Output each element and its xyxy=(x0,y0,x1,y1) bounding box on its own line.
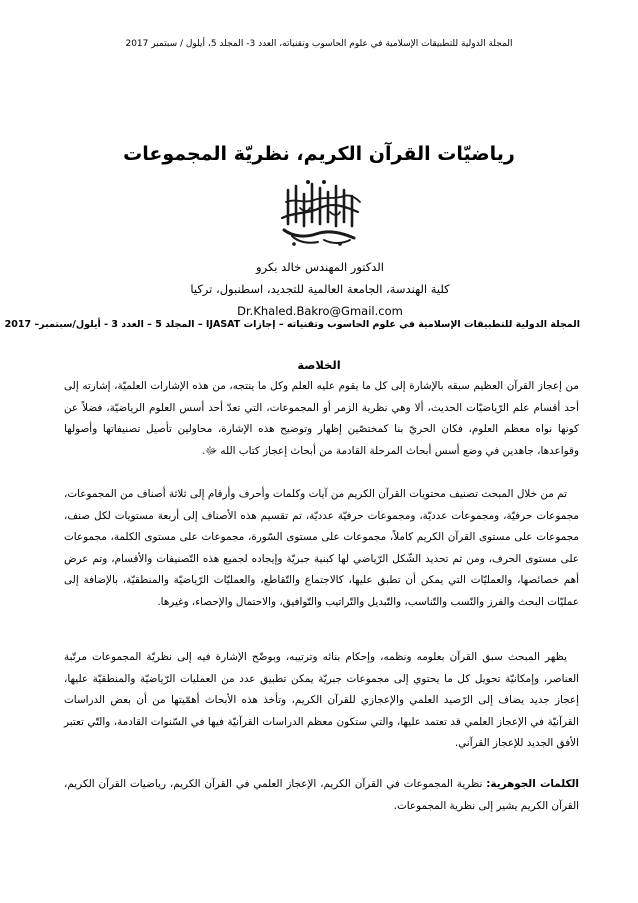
author-affiliation: كلية الهندسة، الجامعة العالمية للتجديد، اسطنبول، تركيا xyxy=(190,282,450,296)
keywords-text: نظرية المجموعات في القرآن الكريم، الإعجاز العلمي في القرآن الكريم، رياضيات القرآن الكريم، القرآن الكريم يشير إلى نظرية المجموعات. xyxy=(64,778,579,812)
author-name: الدكتور المهندس خالد بكرو xyxy=(256,260,384,274)
author-email[interactable]: Dr.Khaled.Bakro@Gmail.com xyxy=(237,304,403,318)
calligraphic-journal-emblem-icon xyxy=(274,178,366,248)
abstract-paragraph-3: يظهر المبحث سبق القرآن بعلومه ونظمه، وإحكام بنائه وترتيبه، وبوضّح الإشارة فيه إلى نظريّة المجموعات مرتّبة العناصر، وإمكانيّة تحويل كل ما يحتوي إلى مجموعات جبريّة يمكن تطبيق عدد من العمليات الرّياضيّة والمنطقيّة عليها، إعجاز جديد يضاف إلى الرّصيد العلمي والإعجازي للقرآن الكريم، وتأخذ هذه الأبحاث أهمّيتها من أن بعض الدراسات القرآنيّة في الإعجاز العلمي قد تعتمد عليها، والتي ستكون معظم الدراسات القرآنيّة فيها في السّنوات القادمة، والتّي تعتبر الأفق الجديد للإعجاز القرآني. xyxy=(64,651,579,750)
running-head: المجلة الدولية للتطبيقات الإسلامية في علوم الحاسوب وتقنياته، العدد 3- المجلد 5، أيلول / سبتمبر 2017 xyxy=(125,39,513,49)
author-block xyxy=(70,256,570,322)
abstract-paragraph-2: تم من خلال المبحث تصنيف محتويات القرآن الكريم من آيات وكلمات وأحرف وأرقام إلى ثلاثة أصناف من المجموعات، مجموعات حرفيّة، ومجموعات عدديّة، ومجموعات حرفيّة عدديّة، تم تقسيم هذه الأصناف إلى أربعة مستويات لكل صنف، مجموعات على مستوى القرآن الكريم كاملاً، مجموعات على مستوى السّورة، مجموعات على مستوى الكلمة، مجموعات على مستوى الحرف، ومن ثم تحديد الشّكل الرّياضي لها كبنية جبريّة وإيجاده لجميع هذه التّصنيفات والأقسام، وتم عرض أهم خصائصها، والعمليّات التي يمكن أن تطبق عليها، كالاجتماع والتّقاطع، والعمليّات الرّياضيّة والمنطقيّة، بالإضافة إلى عمليّات البحث والفرز والنّسب والتّناسب، والتّبديل والتّراتيب والتّوافيق، والاحتمال والإحصاء، وغيرها. xyxy=(64,488,579,608)
abstract-paragraph-1: من إعجاز القرآن العظيم سبقه بالإشارة إلى كل ما يقوم عليه العلم وكل ما ينتجه، من هذه الإشارات العلميّة، إشارته إلى أحد أقسام علم الرّياضيّات الحديث، ألا وهي نظرية الزمر أو المجموعات، التي تعدّ أحد أسس العلوم الرياضيّة، فضلاً عن كونها نواه معظم العلوم، فكان الحريّ بنا كمختصّين إظهار وتوضيح هذه الإشارة، محاولين تأصيل تصنيفاتها وأصولها وقواعدها، جاهدين في وضع أسس أبحاث المرحلة القادمة من أبحاث إعجاز كتاب الله ﷻ. xyxy=(64,380,579,457)
abstract-heading: الخلاصة xyxy=(297,358,341,372)
journal-citation: المجلة الدولية للتطبيقات الإسلامية في علوم الحاسوب وتقنياته – إجازات IJASAT – المجلد 5 – العدد 3 - أيلول/سبتمبر– 2017 xyxy=(4,319,580,330)
keywords-label: الكلمات الجوهرية: xyxy=(486,778,579,790)
paper-title: رياضيّات القرآن الكريم، نظريّة المجموعات xyxy=(123,143,515,165)
keywords-paragraph xyxy=(64,774,579,817)
